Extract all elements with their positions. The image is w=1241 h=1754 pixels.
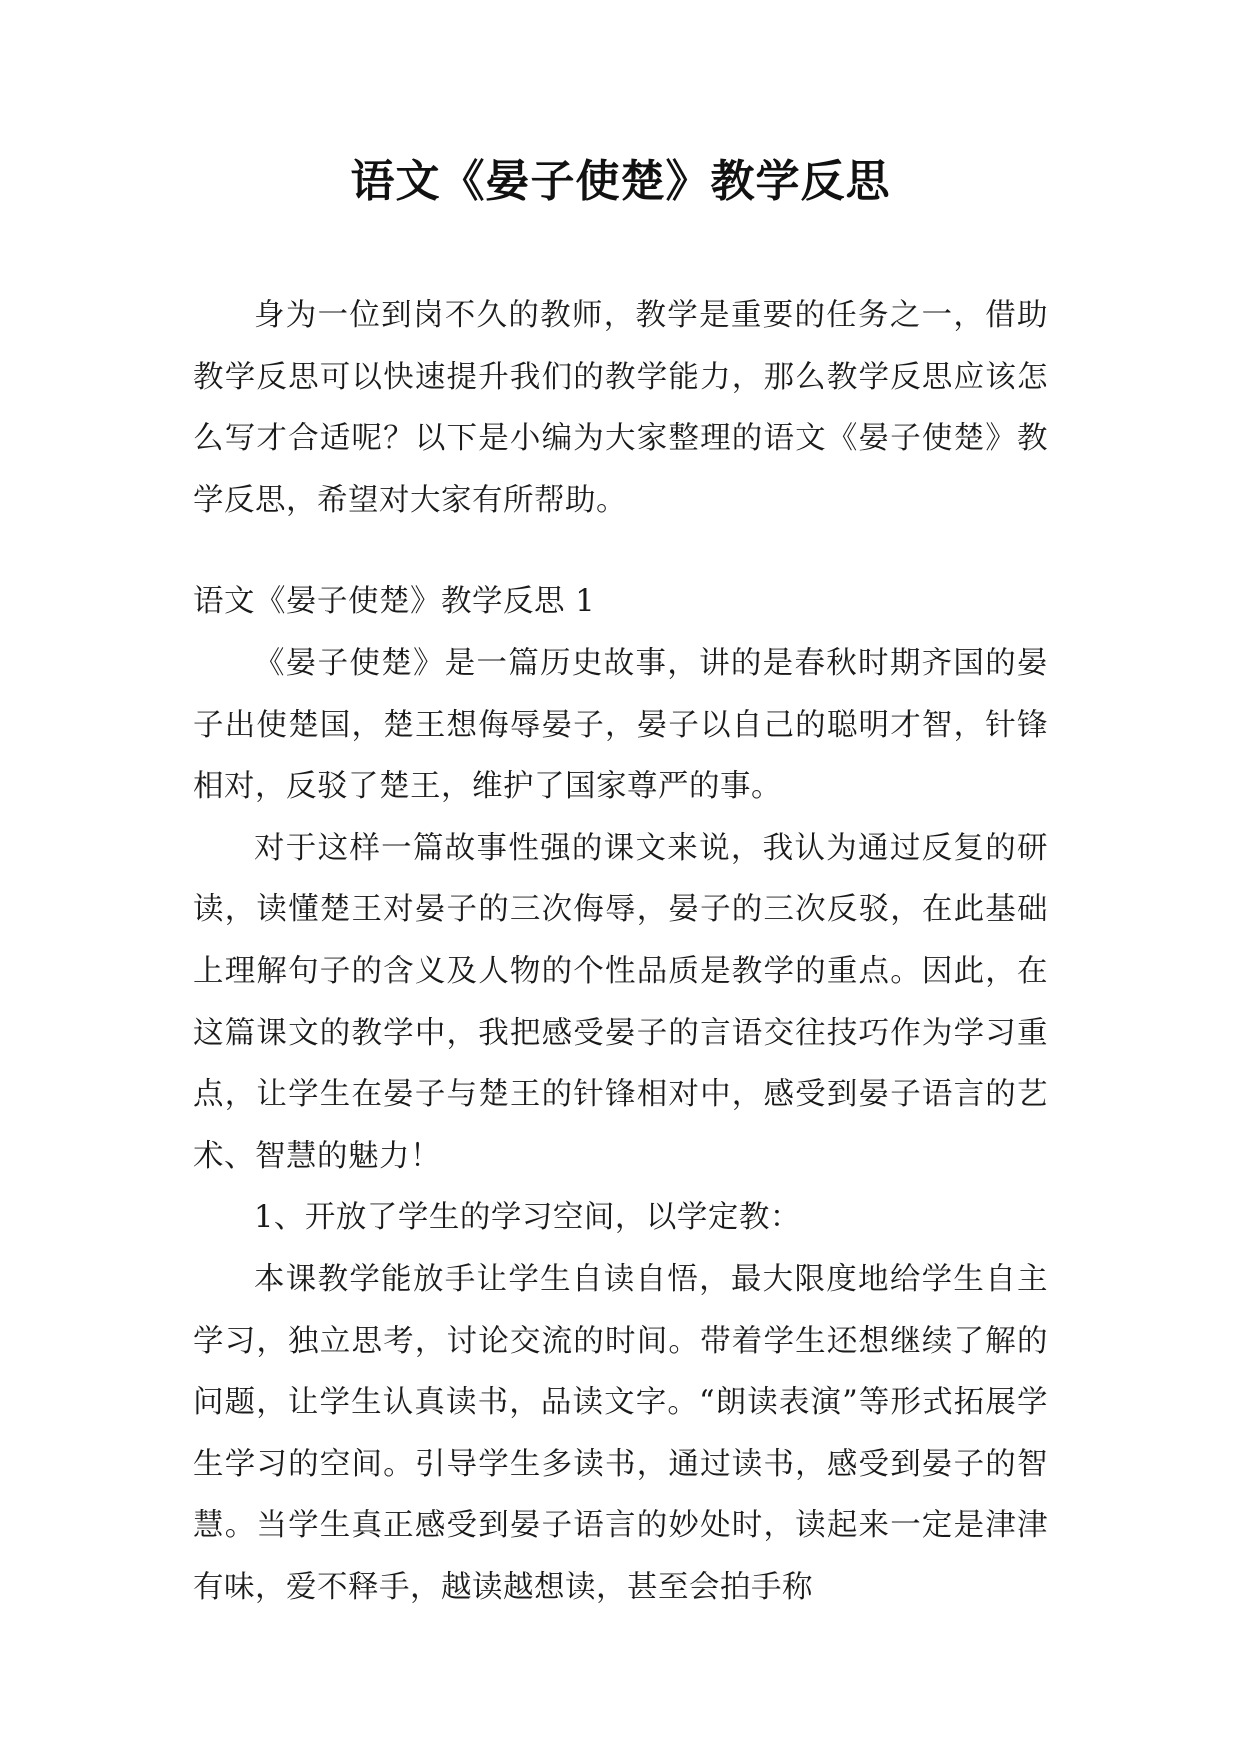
- section-heading: 语文《晏子使楚》教学反思 1: [193, 584, 596, 620]
- spacer: [193, 531, 1048, 571]
- body-paragraph: 《晏子使楚》是一篇历史故事，讲的是春秋时期齐国的晏子出使楚国，楚王想侮辱晏子，晏子以自己的聪明才智，针锋相对，反驳了楚王，维护了国家尊严的事。: [193, 645, 1048, 805]
- document-body: [193, 285, 1048, 1618]
- numbered-point-heading: 1、开放了学生的学习空间，以学定教：: [254, 1200, 801, 1236]
- document-title: 语文《晏子使楚》教学反思: [350, 156, 891, 207]
- body-paragraph: 本课教学能放手让学生自读自悟，最大限度地给学生自主学习，独立思考，讨论交流的时间。带着学生还想继续了解的问题，让学生认真读书，品读文字。“朗读表演”等形式拓展学生学习的空间。引导学生多读书，通过读书，感受到晏子的智慧。当学生真正感受到晏子语言的妙处时，读起来一定是津津有味，爱不释手，越读越想读，甚至会拍手称: [193, 1261, 1048, 1605]
- body-paragraph: 对于这样一篇故事性强的课文来说，我认为通过反复的研读，读懂楚王对晏子的三次侮辱，晏子的三次反驳，在此基础上理解句子的含义及人物的个性品质是教学的重点。因此，在这篇课文的教学中，我把感受晏子的言语交往技巧作为学习重点，让学生在晏子与楚王的针锋相对中，感受到晏子语言的艺术、智慧的魅力！: [193, 830, 1048, 1174]
- intro-paragraph: 身为一位到岗不久的教师，教学是重要的任务之一，借助教学反思可以快速提升我们的教学能力，那么教学反思应该怎么写才合适呢？以下是小编为大家整理的语文《晏子使楚》教学反思，希望对大家有所帮助。: [193, 298, 1048, 518]
